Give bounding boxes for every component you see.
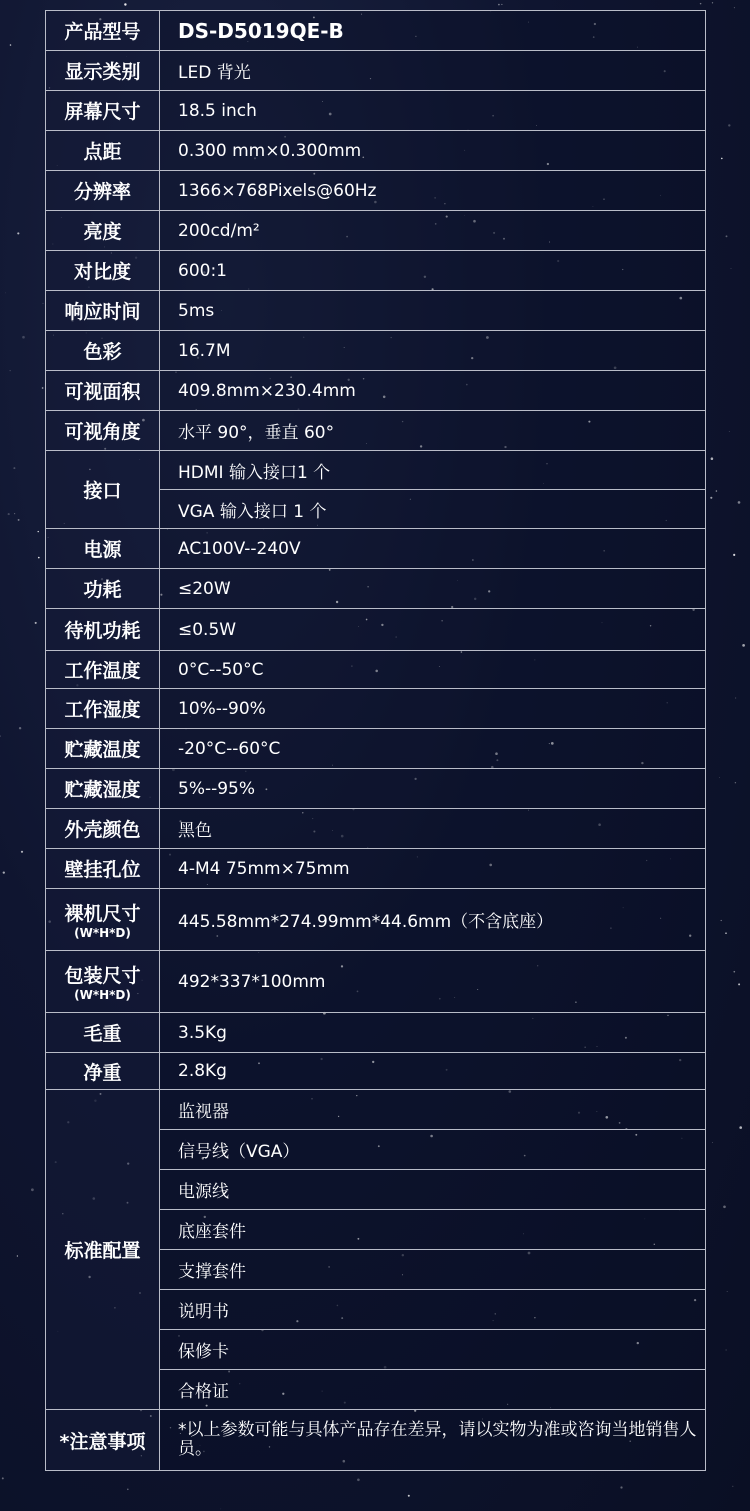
table-row bbox=[46, 211, 706, 251]
table-row bbox=[46, 729, 706, 769]
pack-size-title: 包装尺寸 bbox=[64, 965, 141, 987]
star bbox=[733, 554, 735, 556]
row-value: 16.7M bbox=[160, 331, 706, 371]
star bbox=[712, 2, 713, 3]
table-row bbox=[46, 609, 706, 651]
pack-size-sub: (W*H*D) bbox=[74, 988, 131, 1002]
row-value: 18.5 inch bbox=[160, 91, 706, 131]
row-label: 显示类别 bbox=[46, 51, 160, 91]
row-value: ≤0.5W bbox=[160, 609, 706, 651]
table-row bbox=[46, 951, 706, 1013]
row-value: 409.8mm×230.4mm bbox=[160, 371, 706, 411]
row-label: 点距 bbox=[46, 131, 160, 171]
star bbox=[2, 1477, 4, 1479]
bare-size-label bbox=[46, 889, 160, 951]
table-row bbox=[46, 51, 706, 91]
net-weight-value: 2.8Kg bbox=[160, 1053, 706, 1090]
row-label: 可视面积 bbox=[46, 371, 160, 411]
star bbox=[725, 932, 727, 934]
row-value: 水平 90°，垂直 60° bbox=[160, 411, 706, 451]
star bbox=[38, 531, 39, 532]
star bbox=[220, 1509, 221, 1510]
row-label: 分辨率 bbox=[46, 171, 160, 211]
table-row bbox=[46, 91, 706, 131]
row-value: DS-D5019QE-B bbox=[160, 11, 706, 51]
row-value: ≤20W bbox=[160, 569, 706, 609]
table-row bbox=[46, 769, 706, 809]
star bbox=[732, 1486, 733, 1487]
star bbox=[620, 1486, 622, 1488]
star bbox=[742, 644, 745, 647]
pack-size-value: 492*337*100mm bbox=[160, 951, 706, 1013]
row-label: 色彩 bbox=[46, 331, 160, 371]
star bbox=[723, 1205, 726, 1208]
row-label: 壁挂孔位 bbox=[46, 849, 160, 889]
star bbox=[127, 1489, 129, 1491]
row-value: 0°C--50°C bbox=[160, 651, 706, 689]
row-label: 工作湿度 bbox=[46, 689, 160, 729]
star bbox=[735, 698, 736, 699]
star bbox=[729, 431, 730, 432]
star bbox=[22, 336, 25, 339]
star bbox=[733, 971, 735, 973]
row-label: 外壳颜色 bbox=[46, 809, 160, 849]
interface-value: HDMI 输入接口1 个 bbox=[160, 451, 706, 490]
row-value: 5%--95% bbox=[160, 769, 706, 809]
star bbox=[727, 1291, 728, 1292]
row-label: 电源 bbox=[46, 529, 160, 569]
star bbox=[501, 4, 502, 5]
table-row bbox=[46, 849, 706, 889]
standard-item: 支撑套件 bbox=[160, 1250, 706, 1290]
table-row bbox=[46, 1013, 706, 1053]
star bbox=[721, 920, 722, 921]
star bbox=[17, 1255, 18, 1256]
row-value: -20°C--60°C bbox=[160, 729, 706, 769]
row-label: 亮度 bbox=[46, 211, 160, 251]
star bbox=[726, 235, 728, 237]
row-label: 贮藏温度 bbox=[46, 729, 160, 769]
row-label: 对比度 bbox=[46, 251, 160, 291]
table-row bbox=[46, 251, 706, 291]
star bbox=[19, 727, 21, 729]
star bbox=[735, 782, 736, 783]
table-row bbox=[46, 451, 706, 490]
interface-value: VGA 输入接口 1 个 bbox=[160, 490, 706, 529]
star bbox=[18, 519, 20, 521]
table-row bbox=[46, 889, 706, 951]
standard-item: 信号线（VGA） bbox=[160, 1130, 706, 1170]
row-value: 0.300 mm×0.300mm bbox=[160, 131, 706, 171]
standard-item: 保修卡 bbox=[160, 1330, 706, 1370]
net-weight-label: 净重 bbox=[46, 1053, 160, 1090]
row-label: 可视角度 bbox=[46, 411, 160, 451]
standard-item: 说明书 bbox=[160, 1290, 706, 1330]
star bbox=[716, 490, 718, 492]
row-value: 200cd/m² bbox=[160, 211, 706, 251]
star bbox=[711, 457, 714, 460]
star bbox=[10, 370, 11, 371]
row-value: 1366×768Pixels@60Hz bbox=[160, 171, 706, 211]
row-label: 功耗 bbox=[46, 569, 160, 609]
standard-item: 电源线 bbox=[160, 1170, 706, 1210]
star bbox=[357, 1478, 360, 1481]
star bbox=[5, 293, 6, 294]
star bbox=[42, 387, 44, 389]
star bbox=[728, 124, 730, 126]
star bbox=[10, 44, 12, 46]
star bbox=[738, 501, 741, 504]
star bbox=[726, 1349, 727, 1350]
standard-item: 监视器 bbox=[160, 1090, 706, 1130]
table-row bbox=[46, 689, 706, 729]
star bbox=[13, 467, 15, 469]
spec-table bbox=[45, 10, 706, 1471]
pack-size-label bbox=[46, 951, 160, 1013]
table-row bbox=[46, 291, 706, 331]
standard-label: 标准配置 bbox=[46, 1090, 160, 1410]
standard-item: 底座套件 bbox=[160, 1210, 706, 1250]
table-row bbox=[46, 131, 706, 171]
star bbox=[738, 983, 740, 985]
star bbox=[17, 232, 19, 234]
table-row bbox=[46, 529, 706, 569]
row-label: 待机功耗 bbox=[46, 609, 160, 651]
star bbox=[38, 557, 40, 559]
row-value: 4-M4 75mm×75mm bbox=[160, 849, 706, 889]
star bbox=[731, 268, 732, 269]
table-row bbox=[46, 1090, 706, 1130]
row-value: 5ms bbox=[160, 291, 706, 331]
bare-size-value: 445.58mm*274.99mm*44.6mm（不含底座） bbox=[160, 889, 706, 951]
star bbox=[498, 4, 500, 6]
row-label: 贮藏湿度 bbox=[46, 769, 160, 809]
table-row bbox=[46, 569, 706, 609]
gross-weight-value: 3.5Kg bbox=[160, 1013, 706, 1053]
bare-size-title: 裸机尺寸 bbox=[64, 903, 141, 925]
interface-label: 接口 bbox=[46, 451, 160, 529]
row-label: 产品型号 bbox=[46, 11, 160, 51]
star bbox=[124, 3, 126, 5]
row-value: 10%--90% bbox=[160, 689, 706, 729]
table-row bbox=[46, 1053, 706, 1090]
table-row bbox=[46, 651, 706, 689]
table-row bbox=[46, 331, 706, 371]
star bbox=[734, 7, 735, 8]
star bbox=[21, 851, 23, 853]
star bbox=[700, 3, 702, 5]
star bbox=[719, 777, 720, 778]
row-label: 响应时间 bbox=[46, 291, 160, 331]
star bbox=[712, 1142, 713, 1143]
notice-text: *以上参数可能与具体产品存在差异，请以实物为准或咨询当地销售人员。 bbox=[160, 1410, 706, 1471]
star bbox=[3, 871, 5, 873]
star bbox=[0, 735, 1, 737]
row-value: AC100V--240V bbox=[160, 529, 706, 569]
gross-weight-label: 毛重 bbox=[46, 1013, 160, 1053]
bare-size-sub: (W*H*D) bbox=[74, 926, 131, 940]
row-value: LED 背光 bbox=[160, 51, 706, 91]
row-value: 黑色 bbox=[160, 809, 706, 849]
star bbox=[721, 158, 723, 160]
row-label: 屏幕尺寸 bbox=[46, 91, 160, 131]
star bbox=[31, 1188, 34, 1191]
table-row bbox=[46, 171, 706, 211]
star bbox=[739, 1126, 742, 1129]
table-row bbox=[46, 11, 706, 51]
table-row bbox=[46, 809, 706, 849]
table-row bbox=[46, 1410, 706, 1471]
notice-label: *注意事项 bbox=[46, 1410, 160, 1471]
star bbox=[14, 513, 15, 514]
star bbox=[408, 1495, 410, 1497]
table-row bbox=[46, 411, 706, 451]
row-label: 工作温度 bbox=[46, 651, 160, 689]
star bbox=[35, 622, 37, 624]
star bbox=[710, 497, 712, 499]
star bbox=[43, 303, 44, 304]
row-value: 600:1 bbox=[160, 251, 706, 291]
table-row bbox=[46, 371, 706, 411]
standard-item: 合格证 bbox=[160, 1370, 706, 1410]
star bbox=[8, 513, 10, 515]
